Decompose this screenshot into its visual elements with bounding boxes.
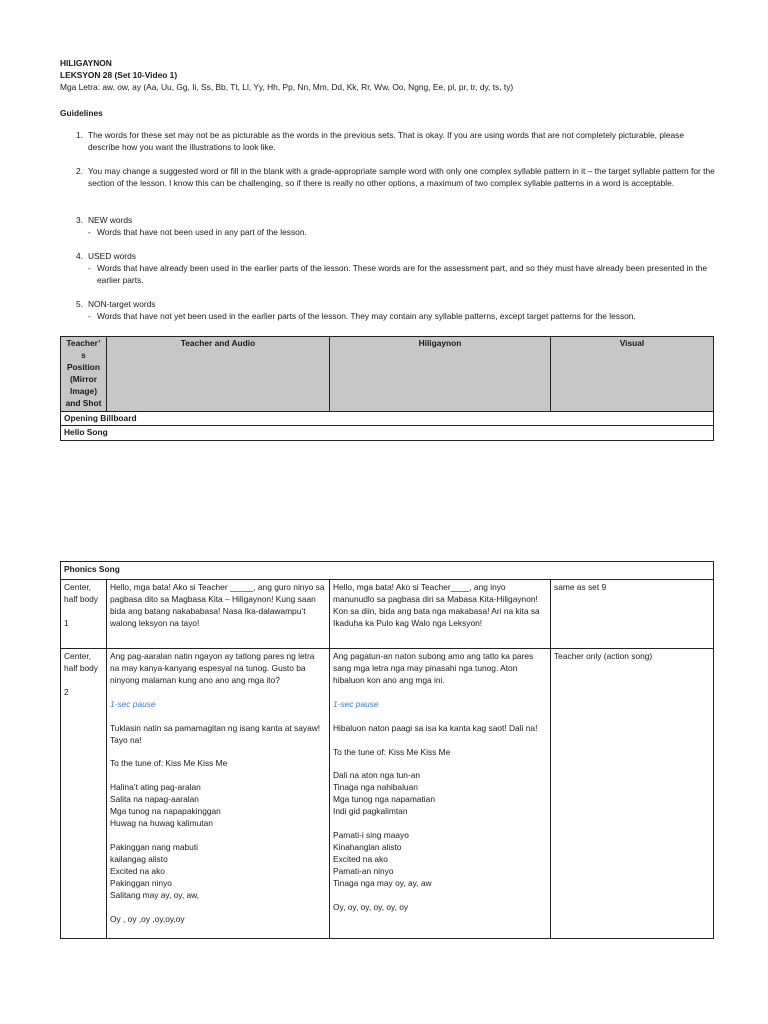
header-teacher-position: Teacher’ s Position (Mirror Image) and Shot — [61, 337, 107, 412]
table-header-row — [61, 337, 714, 412]
letters-line: Mga Letra: aw, ow, ay (Aa, Uu, Gg, Ii, Ss, Bb, Tt, Ll, Yy, Hh, Pp, Nn, Mm, Dd, Kk, Rr, Ww, Oo, Ngng, Ee, pl, pr, tr, dy, ts, ty) — [60, 81, 514, 92]
section-hello-song: Hello Song — [61, 426, 714, 441]
cell-hiligaynon: Hello, mga bata! Ako si Teacher____, ang inyo manunudlo sa pagbasa diri sa Mabasa Kita-Hiligaynon! Kon sa diin, bida ang bata nga makabasa! Ari na kita sa Ikaduha ka Pulo kag Walo nga Leksyon! — [330, 579, 551, 648]
pause-note: 1-sec pause — [110, 698, 156, 709]
table-row — [61, 411, 714, 426]
guideline-item-3: 3. NEW words - Words that have not been used in any part of the lesson. — [76, 215, 716, 239]
guideline-item-4: 4. USED words - Words that have already been used in the earlier parts of the lesson. These words are for the assessment part, and so they must have already been presented in the earlier parts. — [76, 251, 716, 287]
lesson-title: LEKSYON 28 (Set 10-Video 1) — [60, 69, 178, 80]
guideline-subitem: - Words that have not been used in any part of the lesson. — [88, 226, 307, 237]
table-row — [61, 562, 714, 580]
cell-hiligaynon: Ang pagatun-an naton subong amo ang tatlo ka pares sang mga letra nga may pinasahi nga tunog. Aton hibaluon kon ano ang mga ini. 1-sec pause Hibaluon naton paagi sa isa ka kanta kag saot! Dali na! To the tune of: Kiss Me Kiss Me Dali na aton nga tun-an Tinaga nga nahibaluan Mga tunog nga napamatian Indi gid pagkalimtan Pamati-i sing maayo Kinahanglan alisto Excited na ako Pamati-an ninyo Tinaga nga may oy, ay, aw Oy, oy, oy, oy, oy, oy — [330, 648, 551, 938]
cell-teacher-audio: Hello, mga bata! Ako si Teacher _____, ang guro ninyo sa pagbasa dito sa Magbasa Kita – Hiligaynon! Kung saan bida ang batang nakababasa! Nasa Ika-dalawampu’t walong leksyon na tayo! — [107, 579, 330, 648]
guideline-item-2: 2. You may change a suggested word or fill in the blank with a grade-appropriate sample word with only one complex syllable pattern in it – the target syllable pattern for the section of the lesson. I know this can be challenging, so if there is really no other options, a maximum of two complex syllable patterns in a word is acceptable. — [76, 166, 715, 188]
language-title: HILIGAYNON — [60, 58, 112, 68]
header-visual: Visual — [551, 337, 714, 412]
shot-number: 2 — [64, 686, 69, 697]
guideline-item-1: 1. The words for these set may not be as picturable as the words in the previous sets. That is okay. If you are using words that are not completely picturable, please describe how you want the illustrations to look like. — [76, 130, 685, 152]
guidelines-title: Guidelines — [60, 108, 103, 118]
guideline-subitem: - Words that have already been used in the earlier parts of the lesson. These words are for the assessment part, and so they must have already been presented in the earlier parts. — [88, 262, 708, 285]
cell-visual: Teacher only (action song) — [551, 648, 714, 938]
document-header — [60, 58, 720, 94]
shot-number: 1 — [64, 617, 69, 628]
section-phonics-song: Phonics Song — [61, 562, 714, 580]
script-table-header — [60, 336, 714, 441]
cell-teacher-audio: Ang pag-aaralan natin ngayon ay tatlong pares ng letra na may kanya-kanyang espesyal na tunog. Gusto ba ninyong malaman kung ano ano ang mga ito? 1-sec pause Tuklasin natin sa pamamagitan ng isang kanta at sayaw! Tayo na! To the tune of: Kiss Me Kiss Me Halina’t ating pag-aralan Salita na napag-aaralan Mga tunog na napapakinggan Huwag na huwag kalimutan Pakinggan nang mabuti kailangag alisto Excited na ako Pakinggan ninyo Salitang may ay, oy, aw, Oy , oy ,oy ,oy,oy,oy — [107, 648, 330, 938]
table-row — [61, 648, 714, 938]
cell-position: Center, half body 1 — [61, 579, 107, 648]
header-hiligaynon: Hiligaynon — [330, 337, 551, 412]
cell-position: Center, half body 2 — [61, 648, 107, 938]
cell-visual: same as set 9 — [551, 579, 714, 648]
script-table-phonics — [60, 561, 714, 939]
guideline-subitem: - Words that have not yet been used in the earlier parts of the lesson. They may contain any syllable patterns, except target patterns for the lesson. — [88, 310, 636, 321]
table-row — [61, 426, 714, 441]
header-teacher-audio: Teacher and Audio — [107, 337, 330, 412]
section-opening-billboard: Opening Billboard — [61, 411, 714, 426]
table-row — [61, 579, 714, 648]
pause-note: 1-sec pause — [333, 698, 379, 709]
guideline-item-5: 5. NON-target words - Words that have not yet been used in the earlier parts of the lesson. They may contain any syllable patterns, except target patterns for the lesson. — [76, 299, 716, 323]
